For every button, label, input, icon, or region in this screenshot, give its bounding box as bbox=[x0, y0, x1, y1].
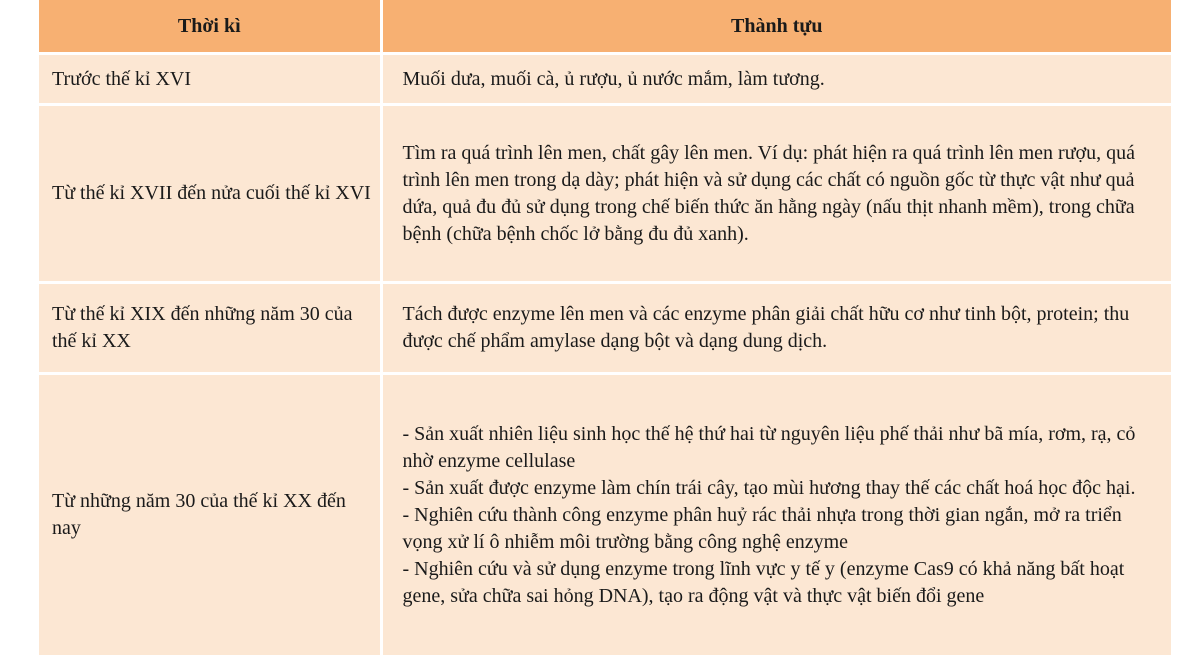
table-row bbox=[39, 374, 1171, 655]
history-table-container bbox=[39, 0, 1171, 648]
achievement-bullet: - Sản xuất được enzyme làm chín trái cây, tạo mùi hương thay thế các chất hoá học độc hại. bbox=[403, 475, 1166, 502]
achievement-line: Muối dưa, muối cà, ủ rượu, ủ nước mắm, làm tương. bbox=[403, 66, 1166, 93]
table-row bbox=[39, 283, 1171, 374]
achievement-cell bbox=[381, 54, 1171, 105]
period-cell: Từ thế kỉ XVII đến nửa cuối thế kỉ XVI bbox=[39, 105, 381, 283]
header-period: Thời kì bbox=[39, 0, 381, 54]
table-row bbox=[39, 105, 1171, 283]
period-cell: Trước thế kỉ XVI bbox=[39, 54, 381, 105]
achievement-cell bbox=[381, 374, 1171, 655]
achievement-line: Tách được enzyme lên men và các enzyme phân giải chất hữu cơ như tinh bột, protein; thu được chế phẩm amylase dạng bột và dạng dung dịch. bbox=[403, 301, 1166, 355]
achievement-bullet: - Nghiên cứu và sử dụng enzyme trong lĩnh vực y tế y (enzyme Cas9 có khả năng bất hoạt gene, sửa chữa sai hỏng DNA), tạo ra động vật và thực vật biến đổi gene bbox=[403, 556, 1166, 610]
header-achievement: Thành tựu bbox=[381, 0, 1171, 54]
period-cell: Từ thế kỉ XIX đến những năm 30 của thế kỉ XX bbox=[39, 283, 381, 374]
achievement-bullet: - Nghiên cứu thành công enzyme phân huỷ rác thải nhựa trong thời gian ngắn, mở ra triển vọng xử lí ô nhiễm môi trường bằng công nghệ enzyme bbox=[403, 502, 1166, 556]
achievement-line: Tìm ra quá trình lên men, chất gây lên men. Ví dụ: phát hiện ra quá trình lên men rượu, quá trình lên men trong dạ dày; phát hiện và sử dụng các chất có nguồn gốc từ thực vật như quả dứa, quả đu đủ sử dụng trong chế biến thức ăn hằng ngày (nấu thịt nhanh mềm), trong chữa bệnh (chữa bệnh chốc lở bằng đu đủ xanh). bbox=[403, 140, 1166, 248]
achievement-cell bbox=[381, 105, 1171, 283]
period-cell: Từ những năm 30 của thế kỉ XX đến nay bbox=[39, 374, 381, 655]
table-row bbox=[39, 54, 1171, 105]
enzyme-history-table bbox=[39, 0, 1171, 655]
achievement-bullet: - Sản xuất nhiên liệu sinh học thế hệ thứ hai từ nguyên liệu phế thải như bã mía, rơm, rạ, cỏ nhờ enzyme cellulase bbox=[403, 421, 1166, 475]
achievement-cell bbox=[381, 283, 1171, 374]
table-header-row bbox=[39, 0, 1171, 54]
